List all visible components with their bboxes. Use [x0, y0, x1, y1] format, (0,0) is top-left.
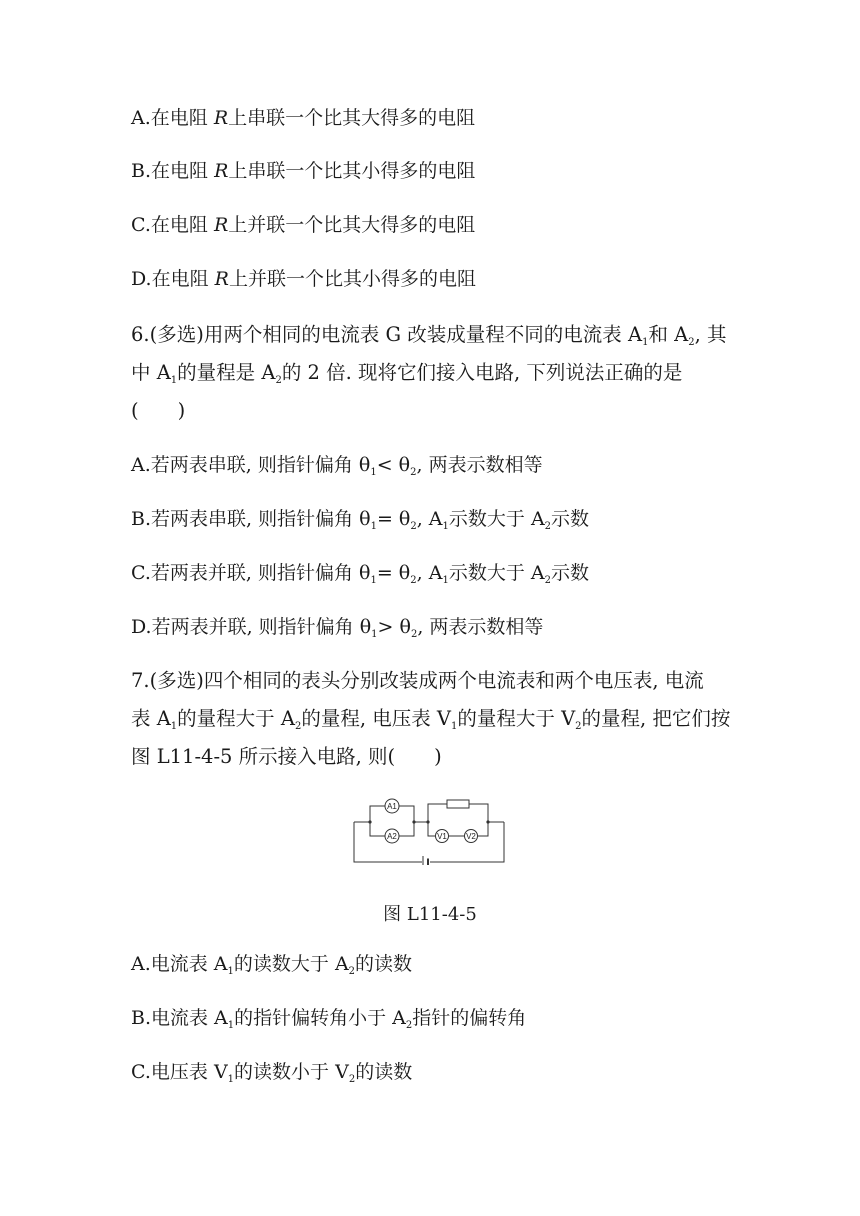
q6-option-d: D.若两表并联, 则指针偏角 $\theta_1> \theta_2$, 两表示数相等 — [131, 616, 544, 640]
q5-option-d: D.在电阻 R上并联一个比其小得多的电阻 — [131, 268, 476, 290]
q6-option-c: C.若两表并联, 则指针偏角 $\theta_1= \theta_2$, $A_1$示数大于 $A_2$示数 — [131, 562, 589, 586]
svg-text:A2: A2 — [387, 832, 397, 841]
q7-option-a: A.电流表 $A_1$的读数大于 $A_2$的读数 — [131, 953, 413, 977]
svg-text:V2: V2 — [466, 832, 476, 841]
q6-answer-blank: ( ) — [131, 399, 186, 422]
q7-stem-line1: 7.(多选)四个相同的表头分别改装成两个电流表和两个电压表, 电流 — [131, 669, 704, 692]
svg-text:V1: V1 — [437, 832, 447, 841]
resistor-symbol — [447, 800, 469, 808]
q5-option-b: B.在电阻 R上串联一个比其小得多的电阻 — [131, 160, 476, 182]
voltmeter-v1 — [436, 830, 449, 843]
ammeter-a2 — [385, 829, 399, 843]
q7-stem-line2: 表 $A_1$的量程大于 $A_2$的量程, 电压表 $V_1$的量程大于 $V_2$的量程, 把它们按 — [131, 707, 731, 732]
q5-option-c: C.在电阻 R上并联一个比其大得多的电阻 — [131, 214, 476, 236]
q6-stem-line1: 6.(多选)用两个相同的电流表 G 改装成量程不同的电流表 $A_1$和 $A_2$, 其 — [131, 323, 727, 348]
q7-stem-line3: 图 L11-4-5 所示接入电路, 则( ) — [131, 745, 442, 768]
q7-option-b: B.电流表 $A_1$的指针偏转角小于 $A_2$指针的偏转角 — [131, 1007, 527, 1031]
figure-caption: 图 L11-4-5 — [383, 904, 477, 925]
circuit-diagram — [352, 795, 508, 865]
battery-symbol — [423, 856, 428, 865]
svg-text:A1: A1 — [387, 802, 397, 811]
q5-option-a: A.在电阻 R上串联一个比其大得多的电阻 — [131, 107, 476, 129]
q6-option-a: A.若两表串联, 则指针偏角 $\theta_1< \theta_2$, 两表示数相等 — [131, 454, 543, 478]
voltmeter-v2 — [465, 830, 478, 843]
q6-option-b: B.若两表串联, 则指针偏角 $\theta_1= \theta_2$, $A_1$示数大于 $A_2$示数 — [131, 508, 590, 532]
q6-stem-line2: 中 $A_1$的量程是 $A_2$的 2 倍. 现将它们接入电路, 下列说法正确的是 — [131, 361, 683, 386]
ammeter-a1 — [385, 799, 399, 813]
q7-option-c: C.电压表 $V_1$的读数小于 $V_2$的读数 — [131, 1061, 413, 1085]
